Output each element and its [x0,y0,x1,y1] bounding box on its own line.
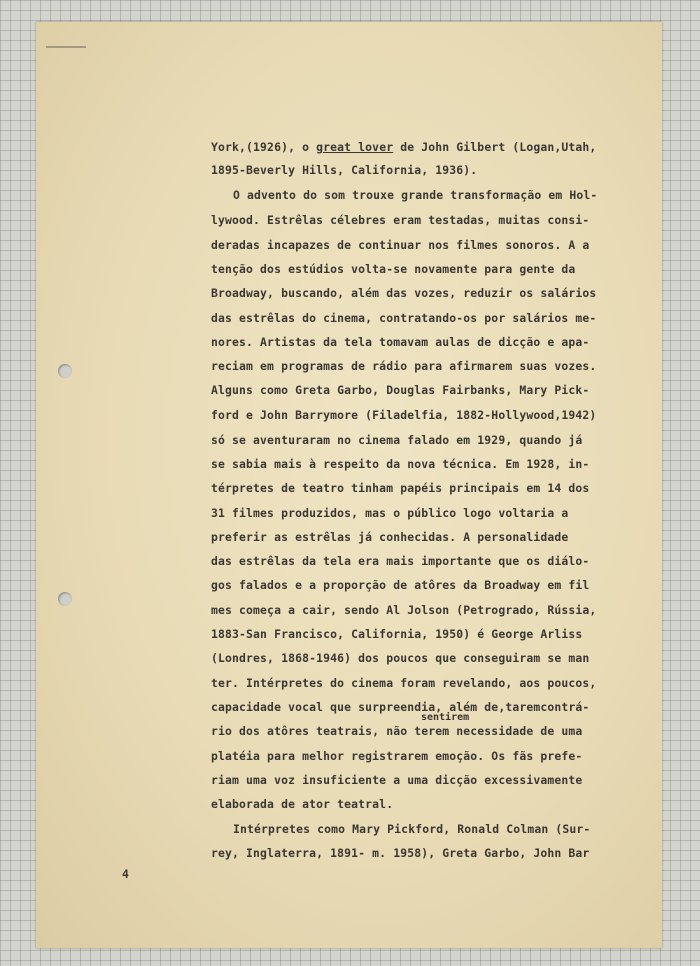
punch-hole-bottom [58,592,72,606]
ink-mark [46,46,86,48]
text-line: preferir as estrêlas já conhecidas. A personalidade [211,530,569,544]
punch-hole-top [58,364,72,378]
text-line: rey, Inglaterra, 1891- m. 1958), Greta Garbo, John Bar [211,846,590,860]
text-line: só se aventuraram no cinema falado em 1929, quando já [211,433,583,447]
body-text [211,140,641,900]
text-line: deradas incapazes de continuar nos filmes sonoros. A a [211,238,590,252]
text-line: 1883-San Francisco, California, 1950) é George Arliss [211,627,583,641]
text-line: tenção dos estúdios volta-se novamente para gente da [211,262,576,276]
text-line: Intérpretes como Mary Pickford, Ronald Colman (Sur- [233,822,591,836]
text-line: ter. Intérpretes do cinema foram revelando, aos poucos, [211,676,597,690]
text-line: O advento do som trouxe grande transformação em Hol- [233,188,598,202]
text-line: (Londres, 1868-1946) dos poucos que conseguiram se man [211,651,590,665]
page-number: 4 [122,867,129,881]
text-line: York,(1926), o great lover de John Gilbert (Logan,Utah, [211,140,597,154]
typed-page [36,22,662,948]
text-line: ford e John Barrymore (Filadelfia, 1882-Hollywood,1942) [211,408,597,422]
text-line: nores. Artistas da tela tomavam aulas de dicção e apa- [211,335,590,349]
text-line: lywood. Estrêlas célebres eram testadas, muitas consi- [211,213,590,227]
text-line: capacidade vocal que surpreendia, além de,taremcontrá- [211,700,590,714]
text-line: das estrêlas do cinema, contratando-os por salários me- [211,311,597,325]
text-line: reciam em programas de rádio para afirmarem suas vozes. [211,359,597,373]
text-line: Broadway, buscando, além das vozes, reduzir os salários [211,286,597,300]
text-line: Alguns como Greta Garbo, Douglas Fairbanks, Mary Pick- [211,383,590,397]
text-line: 1895-Beverly Hills, California, 1936). [211,163,478,177]
text-line: térpretes de teatro tinham papéis principais em 14 dos [211,481,590,495]
text-line: riam uma voz insuficiente a uma dicção excessivamente [211,773,583,787]
typed-insertion: sentirem [421,712,470,723]
text-line: elaborada de ator teatral. [211,797,394,811]
text-line: gos falados e a proporção de atôres da Broadway em fil [211,578,590,592]
underlined-phrase: great lover [316,140,394,154]
text-line: das estrêlas da tela era mais importante que os diálo- [211,554,590,568]
text-line: mes começa a cair, sendo Al Jolson (Petrogrado, Rússia, [211,603,597,617]
text-line: platéia para melhor registrarem emoção. Os fãs prefe- [211,749,583,763]
text-line: rio dos atôres teatrais, não terem necessidade de uma [211,724,583,738]
text-line: se sabia mais à respeito da nova técnica. Em 1928, in- [211,457,590,471]
text-line: 31 filmes produzidos, mas o público logo voltaria a [211,506,569,520]
